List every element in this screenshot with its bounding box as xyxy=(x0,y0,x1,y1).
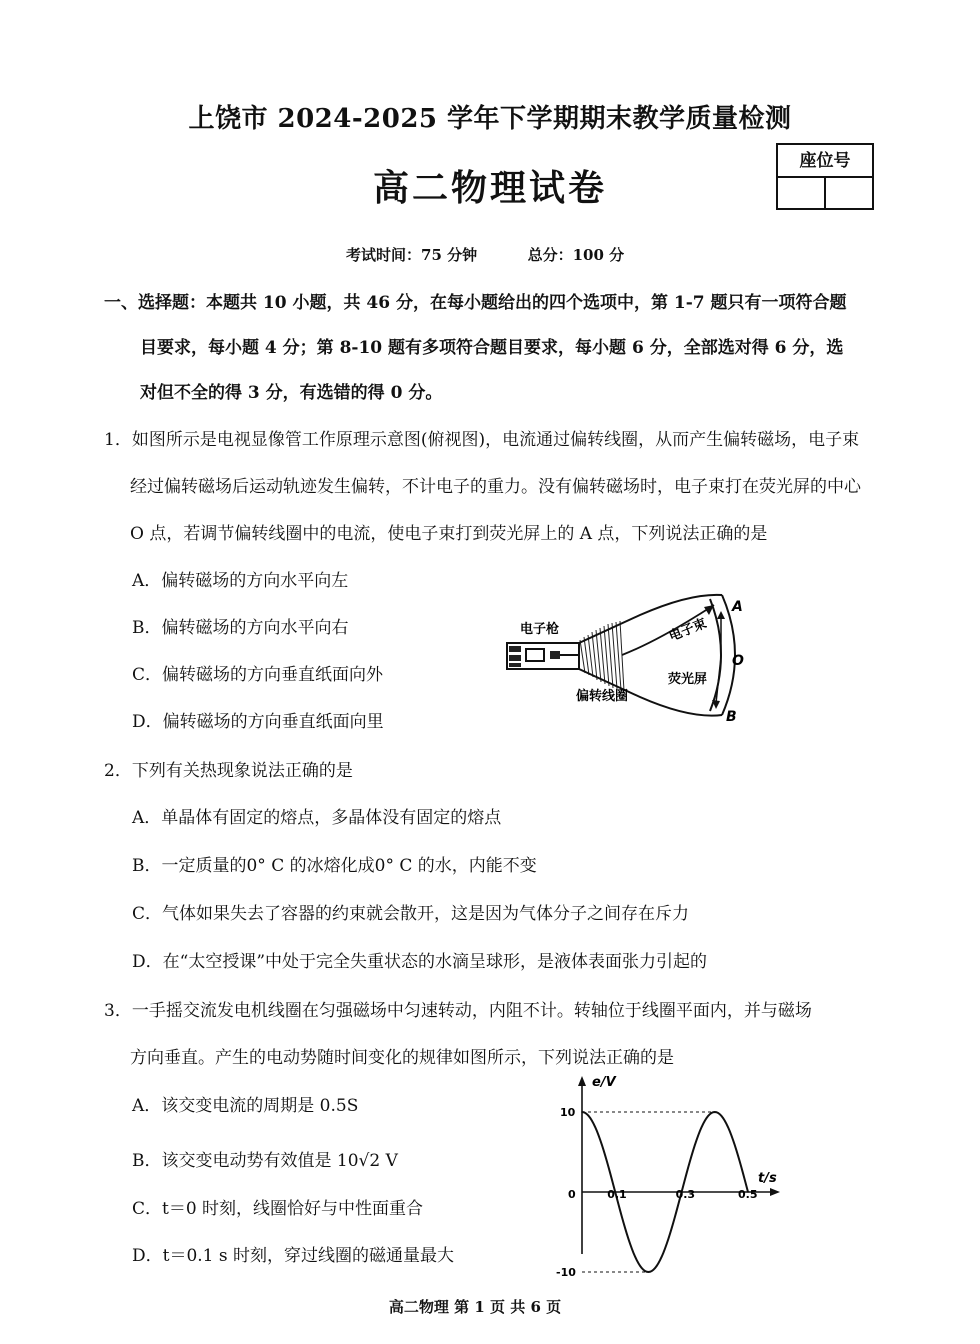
q3-option-d: D．t＝0.1 s 时刻，穿过线圈的磁通量最大 xyxy=(132,1246,455,1266)
x-axis-label: t/s xyxy=(758,1171,777,1186)
q1-stem-line-1: 1．如图所示是电视显像管工作原理示意图(俯视图)，电流通过偏转线圈，从而产生偏转磁场，电子束 xyxy=(104,430,860,450)
q3-option-c: C．t＝0 时刻，线圈恰好与中性面重合 xyxy=(132,1199,424,1219)
x-axis-arrow-icon xyxy=(770,1188,780,1196)
total-score: 总分：100 分 xyxy=(527,246,625,264)
q2-option-b: B．一定质量的0° C 的冰熔化成0° C 的水，内能不变 xyxy=(132,856,537,876)
q1-option-b: B．偏转磁场的方向水平向右 xyxy=(132,618,349,638)
electron-gun-part xyxy=(509,655,521,661)
electron-gun-part xyxy=(509,663,521,667)
point-o-label: O xyxy=(732,653,744,669)
seat-number-cell-right xyxy=(826,178,874,208)
exam-time: 考试时间：75 分钟 xyxy=(346,246,478,264)
q1-option-a: A．偏转磁场的方向水平向左 xyxy=(132,571,349,591)
x-tick-label: 0.5 xyxy=(738,1188,758,1201)
data-point xyxy=(648,1271,650,1273)
point-b-label: B xyxy=(726,709,737,725)
section1-line-1: 一、选择题：本题共 10 小题，共 46 分，在每小题给出的四个选项中，第 1-7 题只有一项符合题 xyxy=(104,293,847,313)
electron-gun-label: 电子枪 xyxy=(520,622,560,637)
q3-option-a: A．该交变电流的周期是 0.5S xyxy=(132,1096,359,1116)
data-point xyxy=(598,1135,600,1137)
q2-stem: 2．下列有关热现象说法正确的是 xyxy=(104,761,353,781)
q3-stem-line-2: 方向垂直。产生的电动势随时间变化的规律如图所示，下列说法正确的是 xyxy=(130,1048,674,1068)
q3-option-b: B．该交变电动势有效值是 10√2 V xyxy=(132,1151,398,1171)
arrow-up-icon xyxy=(717,611,725,619)
y-axis-label: e/V xyxy=(592,1075,616,1090)
q1-option-d: D．偏转磁场的方向垂直纸面向里 xyxy=(132,712,384,732)
exam-subject-title: 高二物理试卷 xyxy=(372,167,607,209)
y-axis-arrow-icon xyxy=(578,1076,586,1086)
q2-option-c: C．气体如果失去了容器的约束就会散开，这是因为气体分子之间存在斥力 xyxy=(132,904,690,924)
q2-option-d: D．在“太空授课”中处于完全失重状态的水滴呈球形，是液体表面张力引起的 xyxy=(132,952,708,972)
y-tick-label: -10 xyxy=(556,1266,576,1279)
seat-number-cell-left xyxy=(778,178,826,208)
section1-line-2: 目要求，每小题 4 分；第 8-10 题有多项符合题目要求，每小题 6 分，全部选对得 6 分，选 xyxy=(140,338,844,358)
crt-tube-figure xyxy=(500,585,760,730)
exam-title: 上饶市 2024-2025 学年下学期期末教学质量检测 xyxy=(188,104,792,134)
data-point xyxy=(697,1135,699,1137)
section1-line-3: 对但不全的得 3 分，有选错的得 0 分。 xyxy=(140,383,443,403)
exam-info xyxy=(346,244,624,265)
x-tick-label: 0 xyxy=(568,1188,576,1201)
x-tick-label: 0.3 xyxy=(675,1188,696,1201)
page-footer: 高二物理 第 1 页 共 6 页 xyxy=(388,1298,562,1316)
emf-time-chart xyxy=(552,1072,792,1279)
data-point xyxy=(631,1248,633,1250)
electron-gun-cathode xyxy=(526,649,544,661)
electron-beam-label: 电子束 xyxy=(666,616,709,645)
data-point xyxy=(581,1111,583,1113)
data-point xyxy=(731,1135,733,1137)
q1-option-c: C．偏转磁场的方向垂直纸面向外 xyxy=(132,665,384,685)
data-point xyxy=(714,1111,716,1113)
coil-label: 偏转线圈 xyxy=(576,689,629,704)
y-tick-label: 10 xyxy=(560,1106,576,1119)
q1-stem-line-3: O 点，若调节偏转线圈中的电流，使电子束打到荧光屏上的 A 点，下列说法正确的是 xyxy=(130,524,768,544)
q3-stem-line-1: 3．一手摇交流发电机线圈在匀强磁场中匀速转动，内阻不计。转轴位于线圈平面内，并与磁场 xyxy=(104,1001,812,1021)
screen-arrow-down xyxy=(716,657,721,703)
x-tick-label: 0.1 xyxy=(607,1188,627,1201)
q2-option-a: A．单晶体有固定的熔点，多晶体没有固定的熔点 xyxy=(132,808,502,828)
electron-gun-anode xyxy=(550,651,560,659)
data-point xyxy=(664,1248,666,1250)
q1-stem-line-2: 经过偏转磁场后运动轨迹发生偏转，不计电子的重力。没有偏转磁场时，电子束打在荧光屏的中心 xyxy=(130,477,861,497)
seat-number-box xyxy=(776,143,874,210)
seat-number-label: 座位号 xyxy=(778,145,872,178)
point-a-label: A xyxy=(732,599,743,615)
electron-gun-part xyxy=(509,646,521,652)
screen-label: 荧光屏 xyxy=(668,672,708,687)
